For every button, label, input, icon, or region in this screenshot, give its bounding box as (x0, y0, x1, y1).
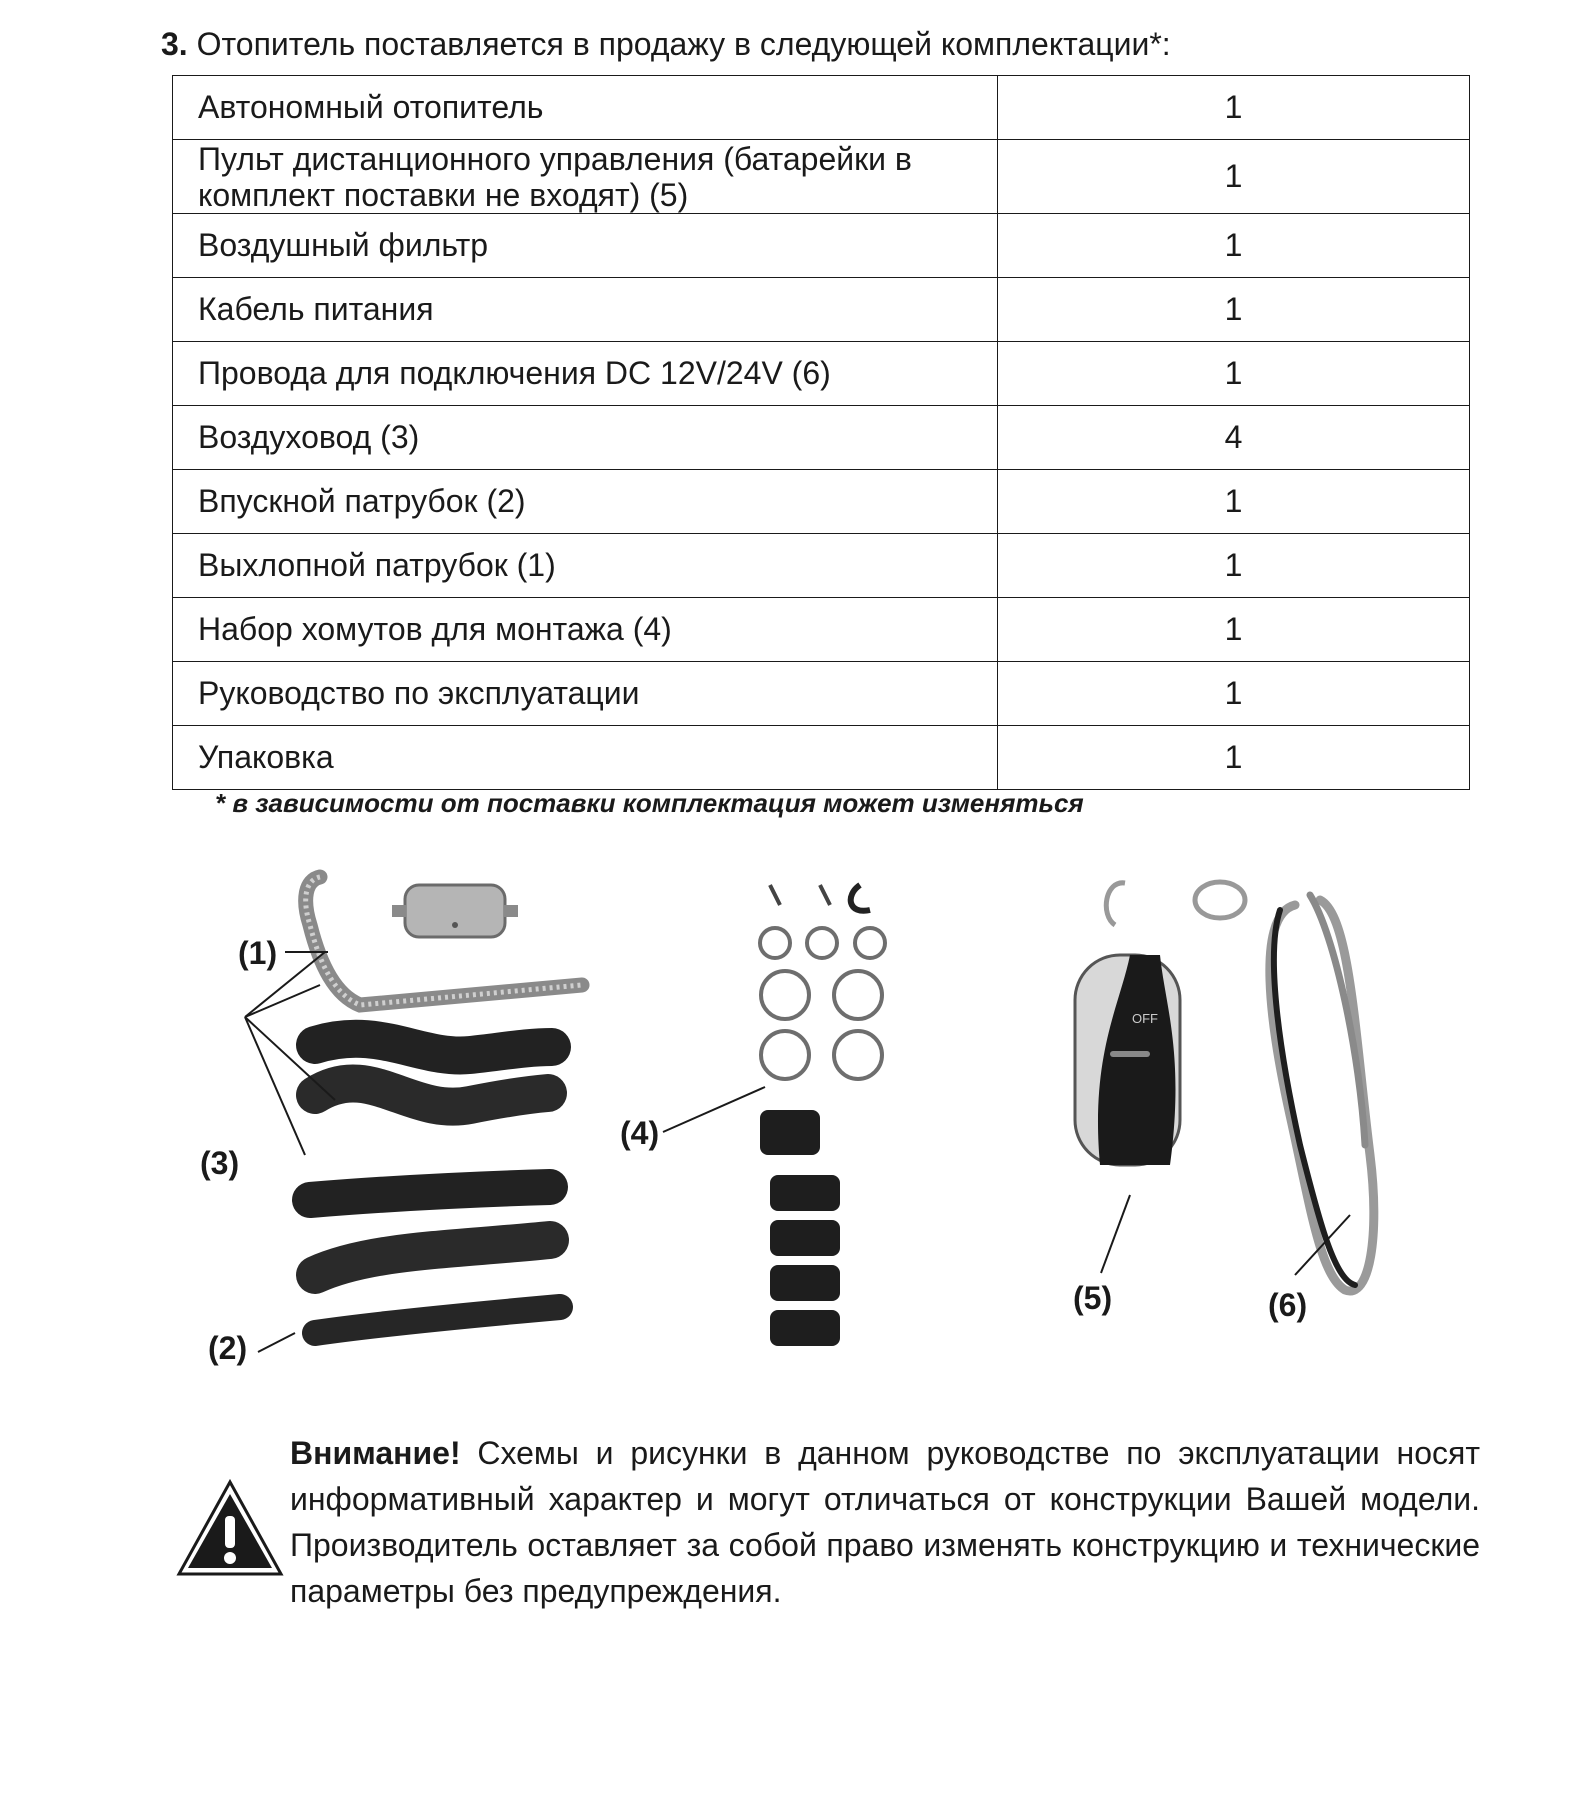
item-name: Автономный отопитель (173, 76, 998, 140)
item-qty: 1 (998, 76, 1470, 140)
callout-label: (4) (620, 1115, 660, 1151)
item-name: Руководство по эксплуатации (173, 662, 998, 726)
item-qty: 1 (998, 214, 1470, 278)
item-name: Впускной патрубок (2) (173, 470, 998, 534)
power-wires-illustration (1270, 895, 1374, 1291)
item-qty: 1 (998, 470, 1470, 534)
kit-contents-table (172, 75, 1470, 790)
item-qty: 4 (998, 406, 1470, 470)
item-name: Кабель питания (173, 278, 998, 342)
table-row (173, 140, 1470, 214)
callout-label: (6) (1268, 1287, 1308, 1323)
warning-note (290, 1430, 1480, 1614)
item-name: Набор хомутов для монтажа (4) (173, 598, 998, 662)
item-qty: 1 (998, 278, 1470, 342)
table-row (173, 726, 1470, 790)
warning-title: Внимание! (290, 1435, 461, 1471)
clamps-set-illustration (760, 885, 885, 1079)
table-row (173, 662, 1470, 726)
footnote: * в зависимости от поставки комплектация может изменяться (215, 788, 1084, 818)
table-row (173, 214, 1470, 278)
item-qty: 1 (998, 342, 1470, 406)
table-row (173, 278, 1470, 342)
item-qty: 1 (998, 140, 1470, 214)
remote-control-illustration (1075, 882, 1245, 1165)
callout-label: (2) (208, 1330, 248, 1366)
section-heading (161, 26, 1171, 63)
table-row (173, 342, 1470, 406)
table-row (173, 470, 1470, 534)
table-row (173, 598, 1470, 662)
kit-components-figure (170, 855, 1480, 1375)
item-name: Воздушный фильтр (173, 214, 998, 278)
mounting-brackets-illustration (760, 1110, 840, 1346)
item-name: Провода для подключения DC 12V/24V (6) (173, 342, 998, 406)
remote-off-label: OFF (1132, 1011, 1158, 1026)
air-duct-illustration (310, 1039, 560, 1333)
table-row (173, 534, 1470, 598)
callout-label: (5) (1073, 1280, 1113, 1316)
item-name: Упаковка (173, 726, 998, 790)
item-qty: 1 (998, 726, 1470, 790)
table-row (173, 76, 1470, 140)
section-number: 3. (161, 26, 188, 62)
warning-icon (175, 1478, 285, 1578)
warning-text: Схемы и рисунки в данном руководстве по эксплуатации носят информативный характер и могут отличаться от конструкции Вашей модели. Производитель оставляет за собой право изменять конструкцию и технические параметры без предупреждения. (290, 1435, 1481, 1609)
table-row (173, 406, 1470, 470)
item-qty: 1 (998, 534, 1470, 598)
muffler-illustration (392, 885, 518, 937)
item-name: Пульт дистанционного управления (батарейки в комплект поставки не входят) (5) (173, 140, 998, 214)
item-qty: 1 (998, 598, 1470, 662)
callout-label: (3) (200, 1145, 240, 1181)
item-name: Выхлопной патрубок (1) (173, 534, 998, 598)
item-name: Воздуховод (3) (173, 406, 998, 470)
section-title: Отопитель поставляется в продажу в следующей комплектации*: (196, 26, 1171, 62)
item-qty: 1 (998, 662, 1470, 726)
callout-label: (1) (238, 935, 278, 971)
